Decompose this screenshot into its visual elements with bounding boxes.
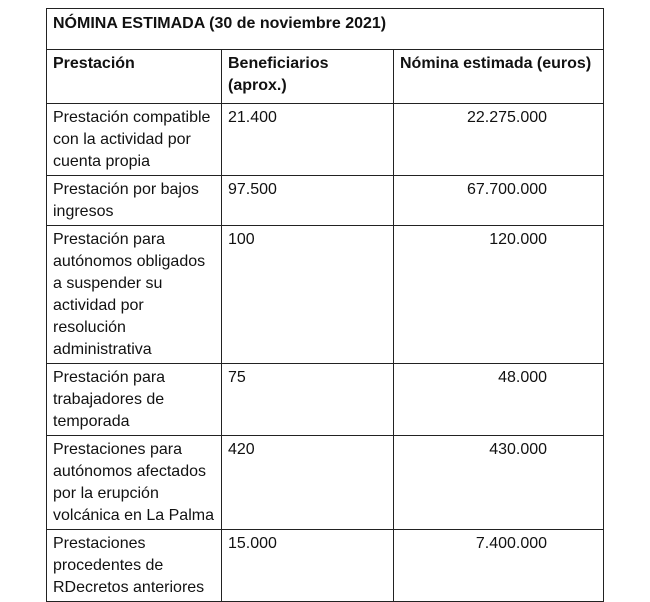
- title-row: [47, 9, 604, 50]
- cell-beneficiarios: 15.000: [222, 530, 394, 602]
- table-title: NÓMINA ESTIMADA (30 de noviembre 2021): [47, 9, 604, 50]
- cell-prestacion: Prestación compatible con la actividad por cuenta propia: [47, 104, 222, 176]
- cell-prestacion: Prestación por bajos ingresos: [47, 176, 222, 226]
- cell-beneficiarios: 420: [222, 436, 394, 530]
- cell-nomina: 7.400.000: [394, 530, 604, 602]
- cell-beneficiarios: 21.400: [222, 104, 394, 176]
- header-nomina: Nómina estimada (euros): [394, 50, 604, 104]
- nomina-table: [46, 8, 604, 602]
- header-row: [47, 50, 604, 104]
- header-prestacion: Prestación: [47, 50, 222, 104]
- cell-beneficiarios: 100: [222, 226, 394, 364]
- table-row: [47, 176, 604, 226]
- cell-prestacion: Prestación para trabajadores de temporada: [47, 364, 222, 436]
- cell-nomina: 48.000: [394, 364, 604, 436]
- cell-prestacion: Prestaciones para autónomos afectados por la erupción volcánica en La Palma: [47, 436, 222, 530]
- cell-beneficiarios: 75: [222, 364, 394, 436]
- table-row: [47, 226, 604, 364]
- cell-beneficiarios: 97.500: [222, 176, 394, 226]
- cell-prestacion: Prestaciones procedentes de RDecretos anteriores: [47, 530, 222, 602]
- table-row: [47, 104, 604, 176]
- header-beneficiarios: Beneficiarios (aprox.): [222, 50, 394, 104]
- table-row: [47, 436, 604, 530]
- cell-nomina: 430.000: [394, 436, 604, 530]
- table-row: [47, 530, 604, 602]
- table-row: [47, 364, 604, 436]
- cell-prestacion: Prestación para autónomos obligados a suspender su actividad por resolución administrativa: [47, 226, 222, 364]
- cell-nomina: 120.000: [394, 226, 604, 364]
- cell-nomina: 67.700.000: [394, 176, 604, 226]
- cell-nomina: 22.275.000: [394, 104, 604, 176]
